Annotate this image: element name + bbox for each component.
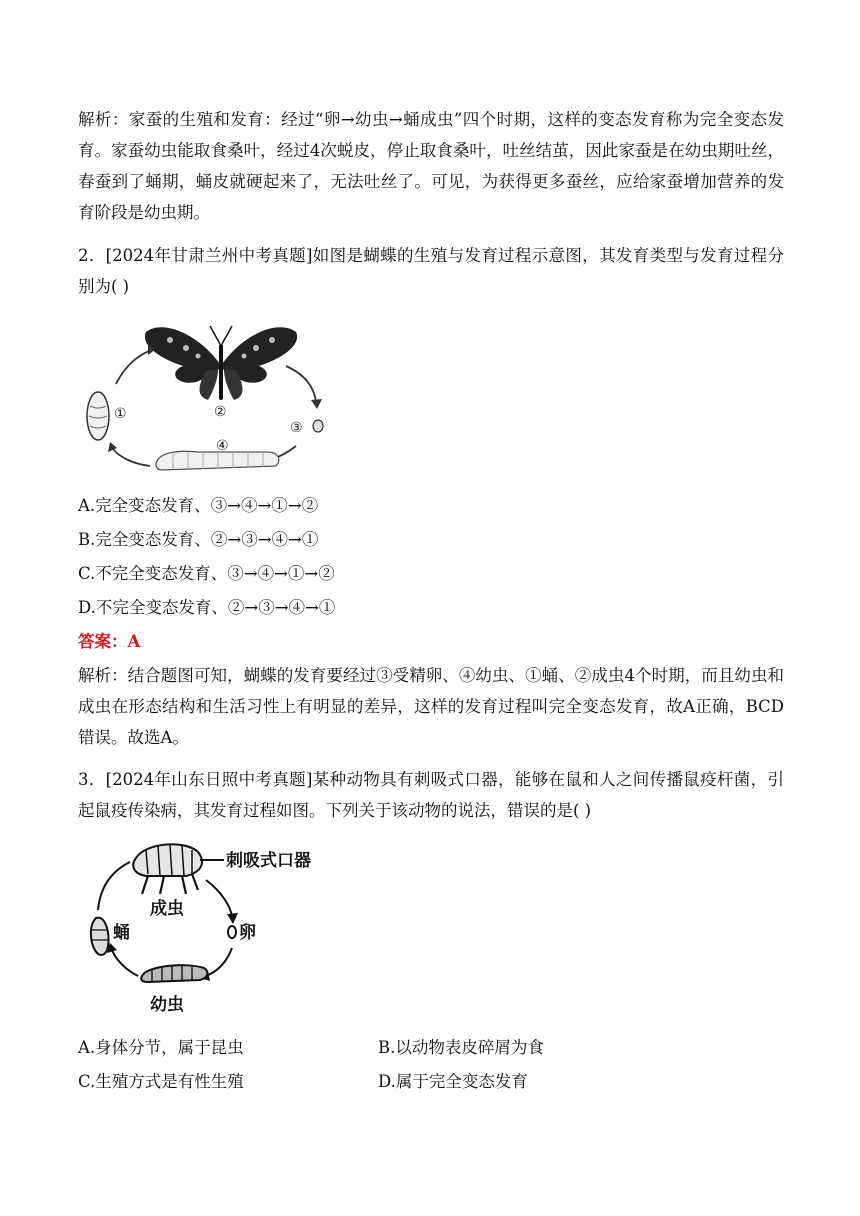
q1-analysis: 解析：家蚕的生殖和发育：经过“卵→幼虫→蛹成虫”四个时期，这样的变态发育称为完全变态发育。家蚕幼虫能取食桑叶，经过4次蜕皮，停止取食桑叶，吐丝结茧，因此家蚕是在幼虫期吐丝，春蚕到了蛹期，蛹皮就硬起来了，无法吐丝了。可见，为获得更多蚕丝，应给家蚕增加营养的发育阶段是幼虫期。: [78, 110, 784, 222]
butterfly-adult-drawing: [145, 326, 297, 400]
label-larva: 幼虫: [150, 995, 184, 1015]
q3-option-b: B.以动物表皮碎屑为食: [378, 1038, 544, 1057]
egg-drawing: [313, 420, 323, 432]
caterpillar-drawing: [156, 451, 279, 470]
label-1: ①: [114, 406, 127, 422]
pupa-drawing: [87, 392, 109, 440]
q2-option-c: C.不完全变态发育、③→④→①→②: [78, 564, 335, 583]
flea-life-cycle-figure: [86, 836, 336, 1018]
butterfly-life-cycle-figure: [78, 314, 338, 484]
label-2: ②: [214, 404, 227, 420]
q3-option-a: A.身体分节，属于昆虫: [78, 1038, 244, 1057]
egg-drawing: [228, 926, 236, 938]
larva-drawing: [141, 965, 207, 982]
q2-stem: 2．[2024年甘肃兰州中考真题]如图是蝴蝶的生殖与发育过程示意图，其发育类型与发育过程分别为( ): [78, 246, 784, 296]
q3-option-c: C.生殖方式是有性生殖: [78, 1072, 244, 1091]
label-mouthpart: 刺吸式口器: [226, 851, 311, 871]
pupa-drawing: [91, 918, 109, 955]
q3-option-d: D.属于完全变态发育: [378, 1072, 528, 1091]
flea-adult-drawing: [133, 844, 224, 894]
q2-option-a: A.完全变态发育、③→④→①→②: [78, 496, 319, 515]
label-egg: 卵: [239, 923, 256, 943]
q2-option-b: B.完全变态发育、②→③→④→①: [78, 530, 319, 549]
label-pupa: 蛹: [113, 923, 130, 943]
label-adult: 成虫: [150, 899, 184, 919]
q2-analysis: 解析：结合题图可知，蝴蝶的发育要经过③受精卵、④幼虫、①蛹、②成虫4个时期，而且幼虫和成虫在形态结构和生活习性上有明显的差异，这样的发育过程叫完全变态发育，故A正确，BCD错误。故选A。: [78, 666, 784, 747]
label-4: ④: [216, 438, 229, 454]
q2-option-d: D.不完全变态发育、②→③→④→①: [78, 598, 336, 617]
q3-stem: 3．[2024年山东日照中考真题]某种动物具有刺吸式口器，能够在鼠和人之间传播鼠疫杆菌，引起鼠疫传染病，其发育过程如图。下列关于该动物的说法，错误的是( ): [78, 770, 784, 820]
label-3: ③: [290, 420, 303, 436]
q2-answer: 答案：A: [78, 632, 141, 651]
